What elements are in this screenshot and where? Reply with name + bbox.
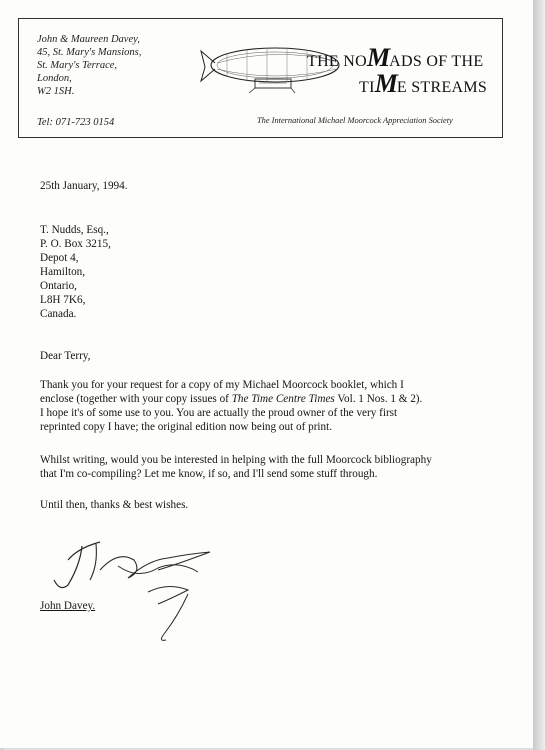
- recipient-line: Depot 4,: [40, 252, 79, 264]
- recipient-line: L8H 7K6,: [40, 294, 86, 306]
- org-name-line1: THE NOMADS OF THE: [307, 43, 484, 72]
- paragraph-line: that I'm co-compiling? Let me know, if so, and I'll send some stuff through.: [40, 468, 378, 480]
- address-line: St. Mary's Terrace,: [37, 60, 118, 71]
- paragraph-line: I hope it's of some use to you. You are actually the proud owner of the very first: [40, 407, 398, 419]
- letter-date: 25th January, 1994.: [40, 180, 128, 192]
- sender-address: [37, 33, 141, 98]
- address-line: London,: [37, 73, 72, 84]
- paragraph-line: Thank you for your request for a copy of my Michael Moorcock booklet, which I: [40, 379, 404, 391]
- scan-edge-right: [533, 0, 545, 750]
- recipient-line: Canada.: [40, 308, 77, 320]
- salutation: Dear Terry,: [40, 350, 91, 362]
- society-subtitle: The International Michael Moorcock Appreciation Society: [257, 116, 453, 125]
- recipient-line: Hamilton,: [40, 266, 86, 278]
- signatory-name: John Davey.: [40, 600, 96, 612]
- org-name-line2: TIME STREAMS: [359, 69, 488, 98]
- paragraph-line: enclose (together with your copy issues of The Time Centre Times Vol. 1 Nos. 1 & 2).: [40, 393, 423, 405]
- handwritten-signature: [38, 530, 228, 650]
- publication-title: The Time Centre Times: [231, 393, 335, 405]
- paragraph-line: Whilst writing, would you be interested in helping with the full Moorcock bibliography: [40, 454, 432, 466]
- recipient-line: T. Nudds, Esq.,: [40, 224, 109, 236]
- address-line: W2 1SH.: [37, 86, 75, 97]
- recipient-line: Ontario,: [40, 280, 77, 292]
- paragraph-2: [40, 453, 432, 481]
- recipient-address: [40, 223, 111, 321]
- recipient-line: P. O. Box 3215,: [40, 238, 111, 250]
- letterhead: [18, 18, 503, 138]
- telephone: Tel: 071-723 0154: [37, 117, 115, 128]
- paragraph-1: [40, 378, 422, 434]
- address-line: 45, St. Mary's Mansions,: [37, 47, 142, 58]
- address-line: John & Maureen Davey,: [37, 34, 140, 45]
- closing-line: Until then, thanks & best wishes.: [40, 499, 189, 511]
- paragraph-line: reprinted copy I have; the original edition now being out of print.: [40, 421, 333, 433]
